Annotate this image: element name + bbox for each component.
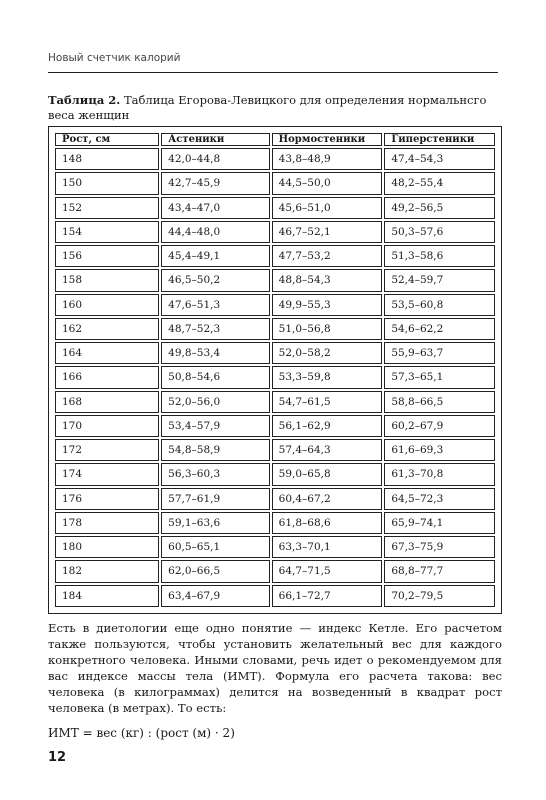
cell-normosthenic: 54,7–61,5 xyxy=(272,391,383,413)
cell-asthenic: 49,8–53,4 xyxy=(161,342,270,364)
cell-normosthenic: 48,8–54,3 xyxy=(272,269,383,291)
cell-hypersthenic: 47,4–54,3 xyxy=(384,148,495,170)
cell-asthenic: 63,4–67,9 xyxy=(161,585,270,608)
table-caption-label: Таблица 2. xyxy=(48,93,121,107)
cell-height: 162 xyxy=(55,318,159,340)
cell-normosthenic: 66,1–72,7 xyxy=(272,585,383,608)
header-normosthenic: Нормостеники xyxy=(272,133,383,146)
cell-asthenic: 53,4–57,9 xyxy=(161,415,270,437)
table-header-row xyxy=(55,133,495,146)
table-row xyxy=(55,148,495,170)
cell-hypersthenic: 65,9–74,1 xyxy=(384,512,495,534)
cell-asthenic: 59,1–63,6 xyxy=(161,512,270,534)
cell-asthenic: 48,7–52,3 xyxy=(161,318,270,340)
cell-height: 158 xyxy=(55,269,159,291)
cell-hypersthenic: 49,2–56,5 xyxy=(384,197,495,219)
cell-hypersthenic: 55,9–63,7 xyxy=(384,342,495,364)
cell-height: 156 xyxy=(55,245,159,267)
cell-normosthenic: 60,4–67,2 xyxy=(272,488,383,510)
table-row xyxy=(55,512,495,534)
cell-hypersthenic: 60,2–67,9 xyxy=(384,415,495,437)
cell-height: 154 xyxy=(55,221,159,243)
cell-hypersthenic: 57,3–65,1 xyxy=(384,366,495,388)
cell-normosthenic: 49,9–55,3 xyxy=(272,294,383,316)
cell-hypersthenic: 50,3–57,6 xyxy=(384,221,495,243)
cell-hypersthenic: 48,2–55,4 xyxy=(384,172,495,194)
cell-hypersthenic: 68,8–77,7 xyxy=(384,560,495,582)
cell-normosthenic: 43,8–48,9 xyxy=(272,148,383,170)
cell-asthenic: 57,7–61,9 xyxy=(161,488,270,510)
cell-height: 182 xyxy=(55,560,159,582)
cell-hypersthenic: 58,8–66,5 xyxy=(384,391,495,413)
cell-asthenic: 47,6–51,3 xyxy=(161,294,270,316)
weight-table xyxy=(53,131,497,609)
header-asthenic: Астеники xyxy=(161,133,270,146)
running-head: Новый счетчик калорий xyxy=(48,52,181,64)
cell-normosthenic: 46,7–52,1 xyxy=(272,221,383,243)
cell-normosthenic: 59,0–65,8 xyxy=(272,463,383,485)
cell-asthenic: 56,3–60,3 xyxy=(161,463,270,485)
header-height: Рост, см xyxy=(55,133,159,146)
cell-height: 148 xyxy=(55,148,159,170)
cell-height: 176 xyxy=(55,488,159,510)
cell-height: 152 xyxy=(55,197,159,219)
cell-asthenic: 62,0–66,5 xyxy=(161,560,270,582)
cell-height: 164 xyxy=(55,342,159,364)
bmi-formula: ИМТ = вес (кг) : (рост (м) · 2) xyxy=(48,726,235,740)
cell-hypersthenic: 54,6–62,2 xyxy=(384,318,495,340)
cell-asthenic: 42,0–44,8 xyxy=(161,148,270,170)
table-row xyxy=(55,269,495,291)
table-row xyxy=(55,197,495,219)
cell-height: 172 xyxy=(55,439,159,461)
cell-height: 168 xyxy=(55,391,159,413)
cell-hypersthenic: 61,6–69,3 xyxy=(384,439,495,461)
table-row xyxy=(55,391,495,413)
cell-hypersthenic: 61,3–70,8 xyxy=(384,463,495,485)
table-row xyxy=(55,488,495,510)
cell-height: 180 xyxy=(55,536,159,558)
cell-normosthenic: 63,3–70,1 xyxy=(272,536,383,558)
cell-asthenic: 54,8–58,9 xyxy=(161,439,270,461)
table-caption-text: Таблица Егорова-Левицкого для определения нормальнсго веса женщин xyxy=(48,93,487,122)
cell-asthenic: 60,5–65,1 xyxy=(161,536,270,558)
table-row xyxy=(55,342,495,364)
table-body xyxy=(55,148,495,607)
cell-height: 160 xyxy=(55,294,159,316)
header-rule xyxy=(48,72,498,73)
cell-normosthenic: 44,5–50,0 xyxy=(272,172,383,194)
cell-normosthenic: 45,6–51,0 xyxy=(272,197,383,219)
page-number: 12 xyxy=(48,750,67,765)
cell-asthenic: 52,0–56,0 xyxy=(161,391,270,413)
table-row xyxy=(55,463,495,485)
cell-normosthenic: 52,0–58,2 xyxy=(272,342,383,364)
cell-hypersthenic: 67,3–75,9 xyxy=(384,536,495,558)
table-row xyxy=(55,245,495,267)
cell-asthenic: 42,7–45,9 xyxy=(161,172,270,194)
table-row xyxy=(55,318,495,340)
cell-normosthenic: 61,8–68,6 xyxy=(272,512,383,534)
cell-normosthenic: 57,4–64,3 xyxy=(272,439,383,461)
cell-height: 184 xyxy=(55,585,159,608)
cell-asthenic: 46,5–50,2 xyxy=(161,269,270,291)
cell-height: 174 xyxy=(55,463,159,485)
table-row xyxy=(55,172,495,194)
table-row xyxy=(55,415,495,437)
cell-asthenic: 45,4–49,1 xyxy=(161,245,270,267)
cell-height: 170 xyxy=(55,415,159,437)
cell-normosthenic: 47,7–53,2 xyxy=(272,245,383,267)
table-row xyxy=(55,294,495,316)
cell-normosthenic: 56,1–62,9 xyxy=(272,415,383,437)
cell-hypersthenic: 64,5–72,3 xyxy=(384,488,495,510)
cell-normosthenic: 64,7–71,5 xyxy=(272,560,383,582)
header-hypersthenic: Гиперстеники xyxy=(384,133,495,146)
cell-normosthenic: 53,3–59,8 xyxy=(272,366,383,388)
table-row xyxy=(55,366,495,388)
cell-normosthenic: 51,0–56,8 xyxy=(272,318,383,340)
cell-height: 166 xyxy=(55,366,159,388)
table-row xyxy=(55,221,495,243)
table-caption xyxy=(48,93,508,123)
cell-hypersthenic: 70,2–79,5 xyxy=(384,585,495,608)
table-row xyxy=(55,585,495,608)
body-paragraph: Есть в диетологии еще одно понятие — индекс Кетле. Его расчетом также пользуются, чтобы установить желательный вес для каждого конкретного человека. Иными словами, речь идет о рекомендуемом для вас индексе массы тела (ИМТ). Формула его расчета такова: вес человека (в килограммах) делится на возведенный в квадрат рост человека (в метрах). То есть: xyxy=(48,621,502,715)
table-row xyxy=(55,560,495,582)
table-row xyxy=(55,439,495,461)
cell-height: 178 xyxy=(55,512,159,534)
cell-asthenic: 44,4–48,0 xyxy=(161,221,270,243)
cell-hypersthenic: 53,5–60,8 xyxy=(384,294,495,316)
cell-hypersthenic: 51,3–58,6 xyxy=(384,245,495,267)
cell-hypersthenic: 52,4–59,7 xyxy=(384,269,495,291)
cell-asthenic: 50,8–54,6 xyxy=(161,366,270,388)
cell-height: 150 xyxy=(55,172,159,194)
cell-asthenic: 43,4–47,0 xyxy=(161,197,270,219)
weight-table-frame xyxy=(48,126,502,614)
table-row xyxy=(55,536,495,558)
